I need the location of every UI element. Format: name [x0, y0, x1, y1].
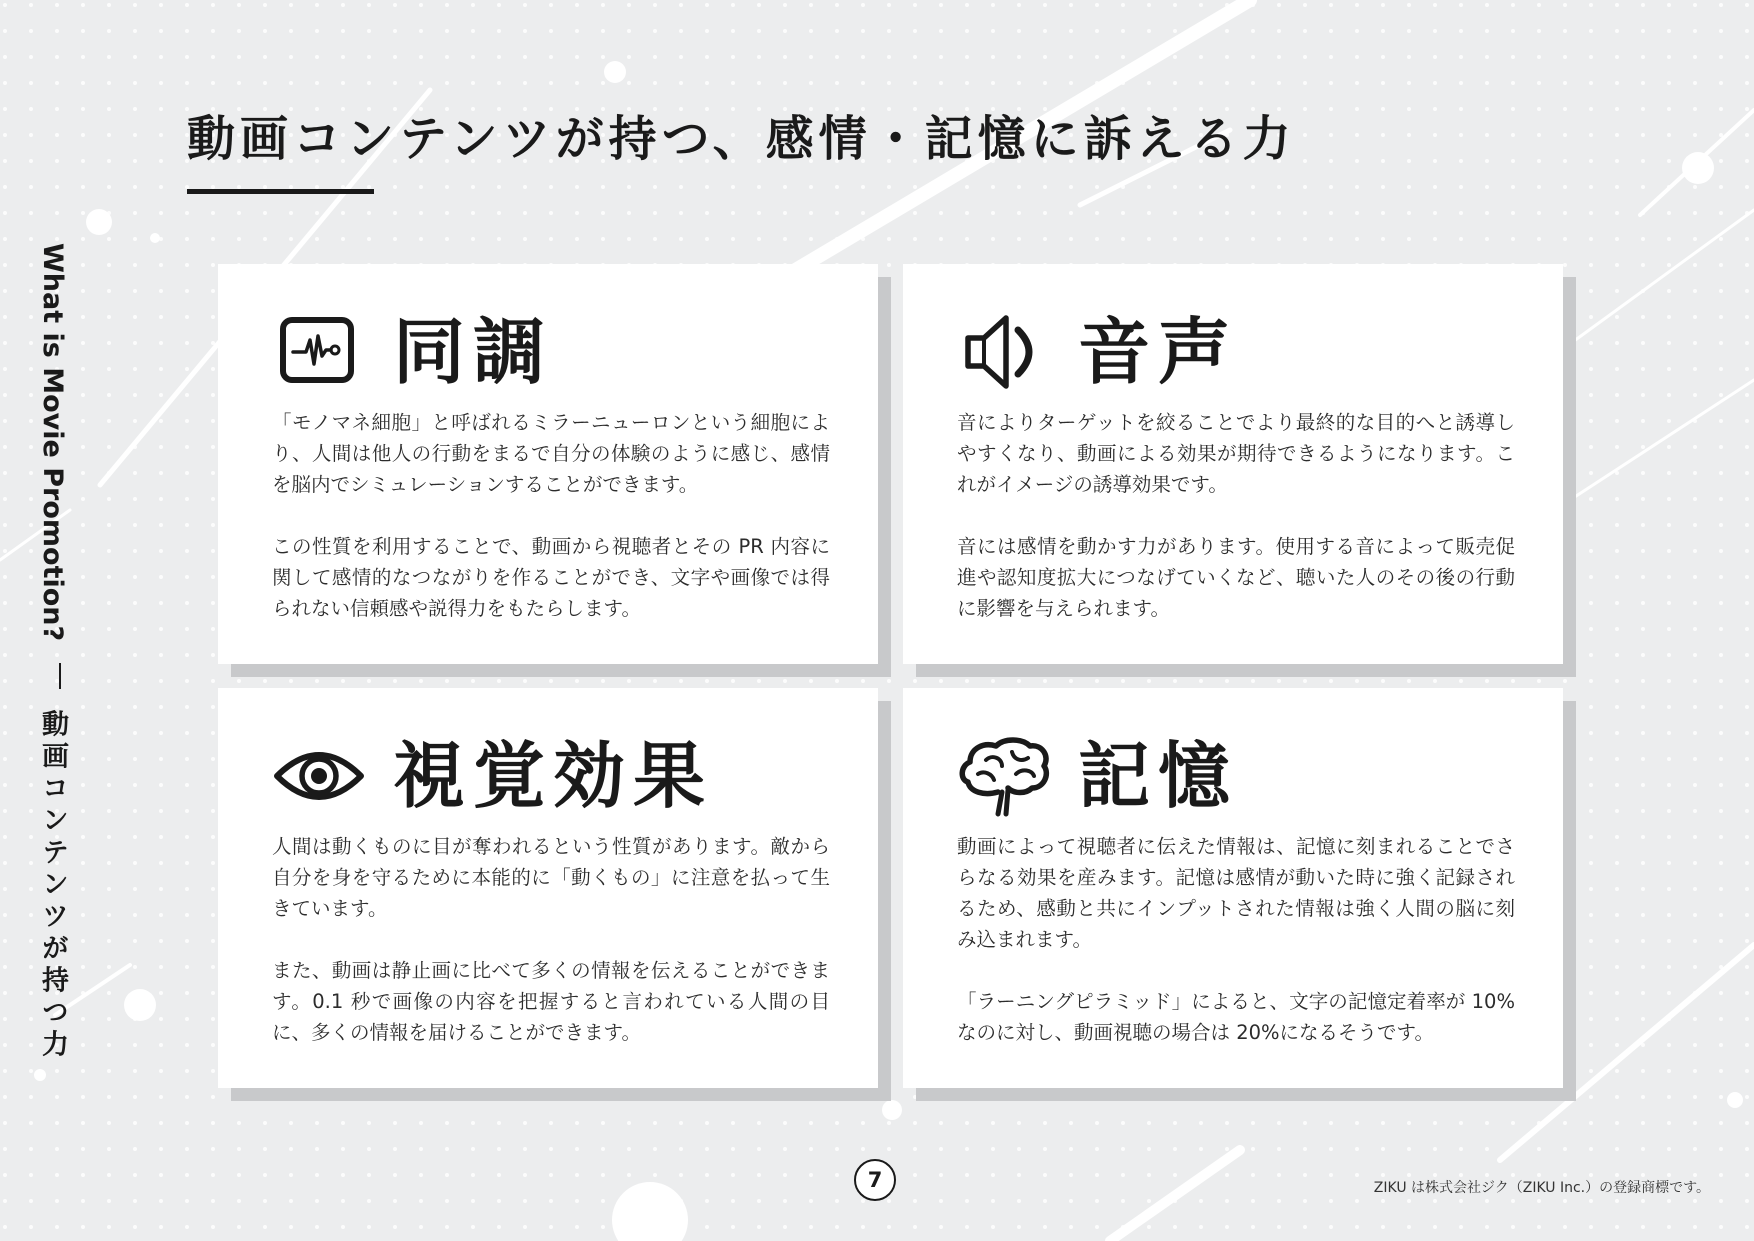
- card-memory: [903, 688, 1563, 1088]
- speaker-icon: [958, 306, 1050, 398]
- side-label-separator: [59, 663, 61, 689]
- page-title: 動画コンテンツが持つ、感情・記憶に訴える力: [187, 111, 1296, 167]
- eye-icon: [273, 730, 365, 822]
- title-underline: [187, 189, 374, 194]
- card-title: 視覚効果: [393, 733, 714, 818]
- card-paragraph: 音によりターゲットを絞ることでより最終的な目的へと誘導しやすくなり、動画による効果が期待できるようになります。これがイメージの誘導効果です。: [957, 411, 1515, 496]
- card-synchronization: [218, 264, 878, 664]
- side-label-japanese: 動画コンテンツが持つ力: [37, 709, 68, 1062]
- heartbeat-monitor-icon: [273, 306, 365, 398]
- card-paragraph: この性質を利用することで、動画から視聴者とその PR 内容に関して感情的なつながりを作ることができ、文字や画像では得られない信頼感や説得力をもたらします。: [272, 535, 830, 620]
- side-label: [30, 243, 74, 1062]
- card-title: 同調: [393, 309, 554, 394]
- card-title: 音声: [1078, 309, 1239, 394]
- card-header: [273, 726, 713, 826]
- brain-icon: [958, 730, 1050, 822]
- card-paragraph: 人間は動くものに目が奪われるという性質があります。敵から自分を身を守るために本能的に「動くもの」に注意を払って生きています。: [272, 835, 830, 920]
- card-paragraph: また、動画は静止画に比べて多くの情報を伝えることができます。0.1 秒で画像の内容を把握すると言われている人間の目に、多くの情報を届けることができます。: [272, 959, 830, 1044]
- card-header: [273, 302, 553, 402]
- trademark-footnote: ZIKU は株式会社ジク（ZIKU Inc.）の登録商標です。: [1373, 1180, 1710, 1196]
- card-paragraph: 「ラーニングピラミッド」によると、文字の記憶定着率が 10%なのに対し、動画視聴の場合は 20%になるそうです。: [957, 990, 1515, 1044]
- card-paragraph: 音には感情を動かす力があります。使用する音によって販売促進や認知度拡大につなげていくなど、聴いた人のその後の行動に影響を与えられます。: [957, 535, 1515, 620]
- side-label-english: What is Movie Promotion?: [37, 243, 68, 642]
- page-number: 7: [854, 1159, 896, 1201]
- card-body: [957, 407, 1515, 655]
- card-body: [957, 831, 1515, 1079]
- card-title: 記憶: [1078, 733, 1239, 818]
- card-visual-effect: [218, 688, 878, 1088]
- card-header: [958, 726, 1238, 826]
- card-body: [272, 407, 830, 655]
- card-paragraph: 「モノマネ細胞」と呼ばれるミラーニューロンという細胞により、人間は他人の行動をまるで自分の体験のように感じ、感情を脳内でシミュレーションすることができます。: [272, 411, 830, 496]
- card-paragraph: 動画によって視聴者に伝えた情報は、記憶に刻まれることでさらなる効果を産みます。記憶は感情が動いた時に強く記録されるため、感動と共にインプットされた情報は強く人間の脳に刻み込まれます。: [957, 835, 1515, 951]
- card-header: [958, 302, 1238, 402]
- card-sound: [903, 264, 1563, 664]
- card-body: [272, 831, 830, 1079]
